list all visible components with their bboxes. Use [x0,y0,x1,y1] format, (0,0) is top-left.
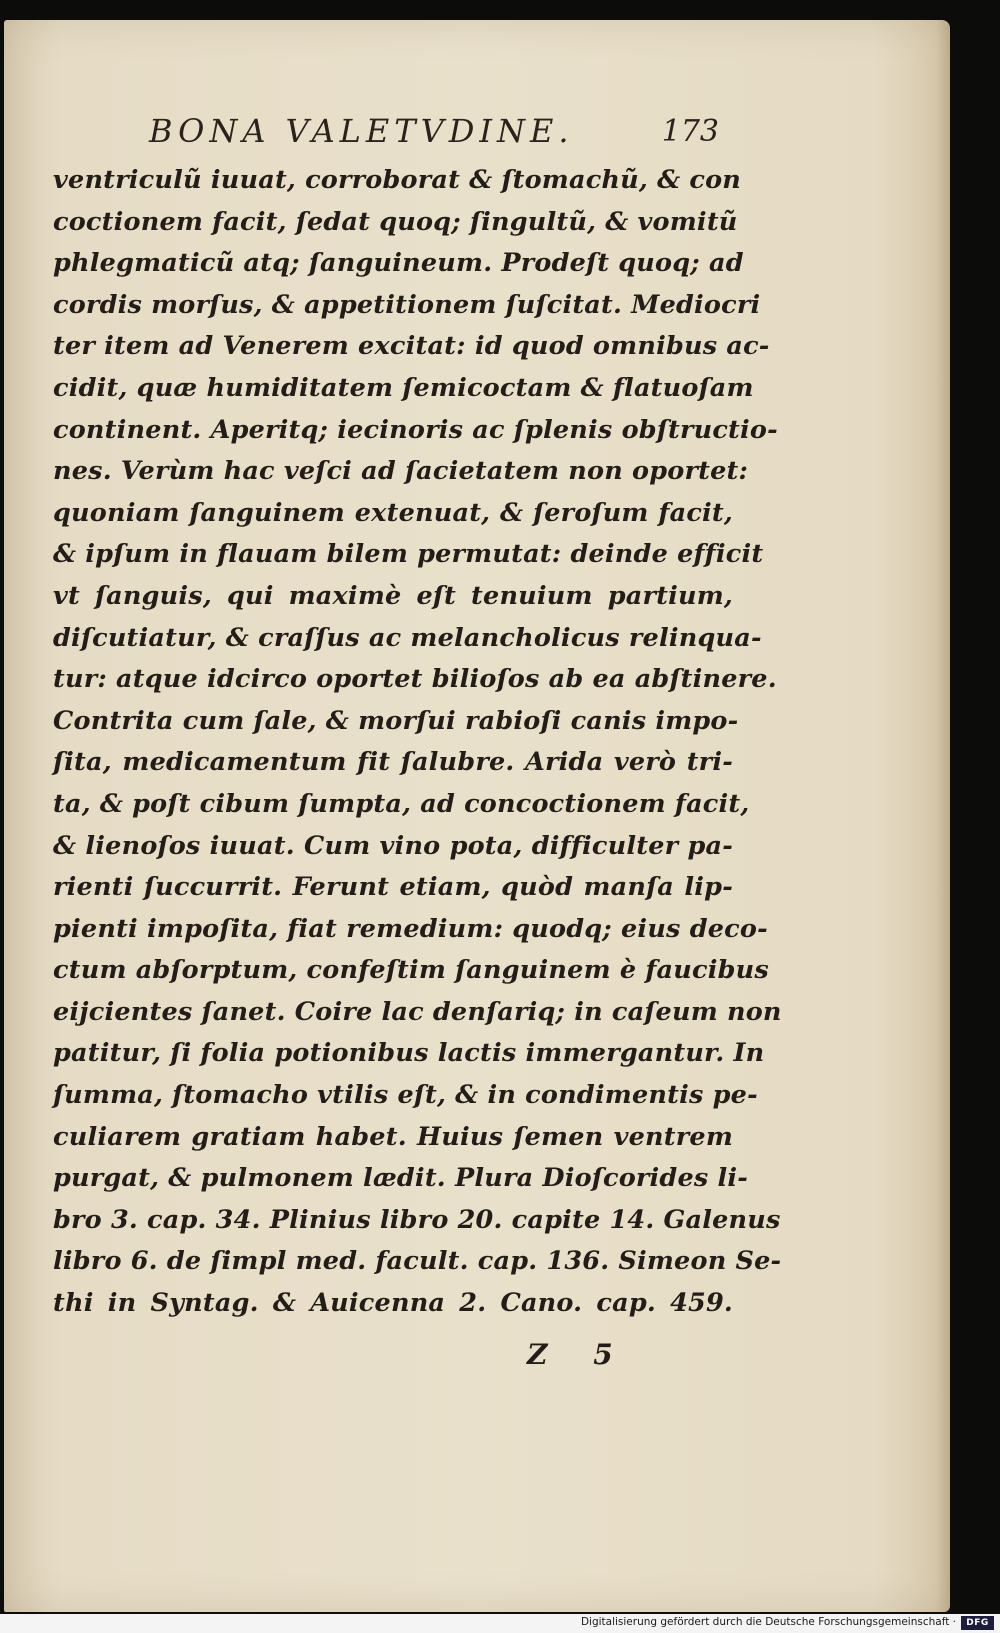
text-line: ſita, medicamentum fit ſalubre. Arida verò tri- [53,747,733,778]
text-line: ta, & poſt cibum ſumpta, ad concoctionem facit, [53,788,750,819]
text-line: coctionem facit, ſedat quoq; ſingultũ, & vomitũ [53,206,738,237]
text-line: ter item ad Venerem excitat: id quod omnibus ac- [53,331,770,362]
text-line: ctum abſorptum, confeſtim ſanguinem è faucibus [53,955,769,986]
book-page [4,20,950,1612]
text-line: & lienoſos iuuat. Cum vino pota, difficulter pa- [53,830,733,861]
text-line: bro 3. cap. 34. Plinius libro 20. capite 14. Galenus [53,1204,781,1235]
text-line: continent. Aperitq; iecinoris ac ſplenis obſtructio- [53,414,778,445]
text-line: vt ſanguis, qui maximè eſt tenuium partium, [53,580,733,611]
text-line: ventriculũ iuuat, corroborat & ſtomachũ, & con [53,165,742,195]
body-text [53,160,782,1325]
text-line: pienti impoſita, fiat remedium: quodq; eius deco- [53,913,768,944]
text-line: & ipſum in flauam bilem permutat: deinde efficit [53,539,764,570]
text-line: ſumma, ſtomacho vtilis eſt, & in condimentis pe- [53,1080,758,1111]
text-line: purgat, & pulmonem lædit. Plura Dioſcorides li- [53,1163,749,1194]
text-line: patitur, ſi folia potionibus lactis immergantur. In [53,1038,765,1069]
text-line: cordis morſus, & appetitionem ſuſcitat. Mediocri [53,289,761,320]
dfg-logo-icon: DFG [961,1616,994,1630]
signature-mark: Z 5 [527,1338,631,1371]
page-header [149,102,719,150]
funding-credit: Digitalisierung gefördert durch die Deutsche Forschungsgemeinschaft · [580,1616,956,1628]
digitization-footer [0,1614,1000,1633]
text-line: culiarem gratiam habet. Huius ſemen ventrem [53,1121,733,1152]
text-line: quoniam ſanguinem extenuat, & ſeroſum facit, [53,497,733,528]
text-line: diſcutiatur, & craſſus ac melancholicus relinqua- [53,622,762,653]
text-line: rienti ſuccurrit. Ferunt etiam, quòd manſa lip- [53,872,733,903]
text-line: cidit, quæ humiditatem ſemicoctam & flatuoſam [53,372,754,403]
running-head: BONA VALETVDINE. [149,112,574,150]
text-line: phlegmaticũ atq; ſanguineum. Prodeſt quoq; ad [53,248,744,279]
text-line: eijcientes ſanet. Coire lac denſariq; in caſeum non [53,996,782,1027]
text-line: thi in Syntag. & Auicenna 2. Cano. cap. 459. [53,1288,733,1319]
text-line: nes. Verùm hac veſci ad ſacietatem non oportet: [53,456,749,487]
text-line: tur: atque idcirco oportet bilioſos ab ea abſtinere. [53,664,777,695]
text-line: libro 6. de ſimpl med. facult. cap. 136. Simeon Se- [53,1246,782,1277]
text-line: Contrita cum ſale, & morſui rabioſi canis impo- [53,705,739,736]
page-edge-shadow [936,20,950,1612]
page-number: 173 [661,114,719,149]
